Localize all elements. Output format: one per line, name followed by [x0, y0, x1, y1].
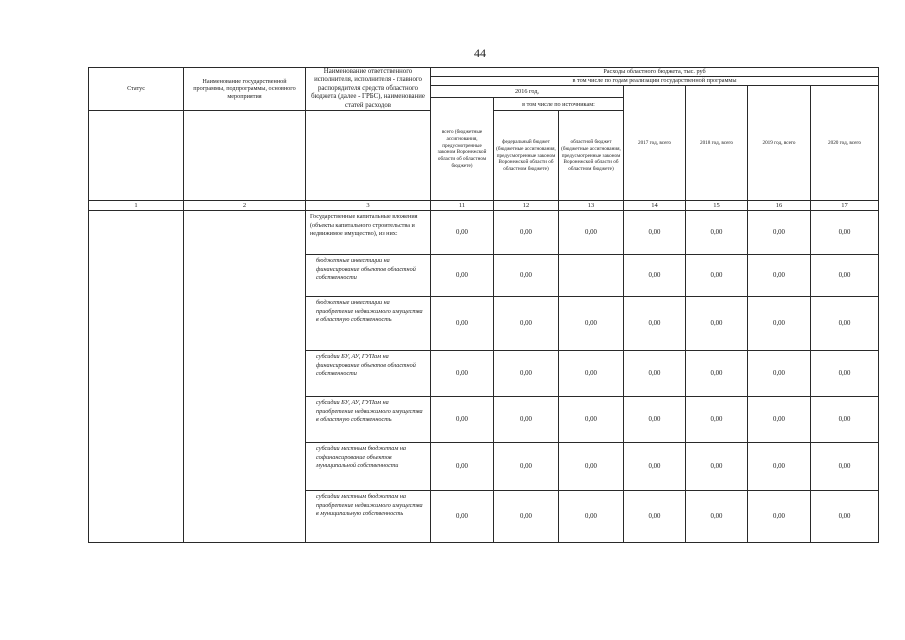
- value-cell: 0,00: [494, 351, 559, 397]
- budget-table: [88, 67, 879, 543]
- value-cell: 0,00: [624, 255, 686, 297]
- program-name-cell: [184, 211, 306, 543]
- value-cell: 0,00: [811, 351, 879, 397]
- value-cell: 0,00: [748, 211, 811, 255]
- value-cell: 0,00: [431, 297, 494, 351]
- value-cell: 0,00: [811, 443, 879, 491]
- value-cell: 0,00: [686, 351, 748, 397]
- row-label: субсидии местным бюджетам на приобретение недвижимого имущества в муниципальную собственность: [306, 491, 431, 543]
- value-cell: 0,00: [624, 397, 686, 443]
- header-total-2016: всего (бюджетные ассигнования, предусмотренные законом Воронежской области об областном бюджете): [431, 98, 494, 201]
- value-cell: 0,00: [431, 351, 494, 397]
- header-executor: Наименование ответственного исполнителя, исполнителя - главного распорядителя средств областного бюджета (далее - ГРБС), наименование статей расходов: [306, 68, 431, 111]
- header-regional: областной бюджет (бюджетные ассигнования, предусмотренные законом Воронежской области об областном бюджете): [559, 111, 624, 201]
- value-cell: 0,00: [748, 351, 811, 397]
- row-label: бюджетные инвестиции на приобретение недвижимого имущества в областную собственность: [306, 297, 431, 351]
- value-cell: 0,00: [431, 491, 494, 543]
- value-cell: 0,00: [624, 351, 686, 397]
- value-cell: 0,00: [624, 443, 686, 491]
- value-cell: 0,00: [494, 443, 559, 491]
- value-cell: 0,00: [748, 443, 811, 491]
- row-label: субсидии БУ, АУ, ГУПам на приобретение недвижимого имущества в областную собственность: [306, 397, 431, 443]
- header-federal: федеральный бюджет (бюджетные ассигнования, предусмотренные законом Воронежской области об областном бюджете): [494, 111, 559, 201]
- header-program-cont: [184, 111, 306, 201]
- header-status: Статус: [89, 68, 184, 111]
- value-cell: 0,00: [494, 255, 559, 297]
- value-cell: 0,00: [559, 211, 624, 255]
- value-cell: 0,00: [748, 255, 811, 297]
- colnum-16: 16: [748, 201, 811, 211]
- row-label: бюджетные инвестиции на финансирование объектов областной собственности: [306, 255, 431, 297]
- colnum-2: 2: [184, 201, 306, 211]
- value-cell: 0,00: [559, 443, 624, 491]
- header-2018: 2018 год, всего: [686, 85, 748, 201]
- colnum-14: 14: [624, 201, 686, 211]
- value-cell: 0,00: [624, 297, 686, 351]
- value-cell: 0,00: [686, 397, 748, 443]
- value-cell: 0,00: [559, 491, 624, 543]
- value-cell: 0,00: [431, 443, 494, 491]
- status-cell: [89, 211, 184, 543]
- value-cell: 0,00: [431, 211, 494, 255]
- value-cell: 0,00: [686, 443, 748, 491]
- header-2017: 2017 год, всего: [624, 85, 686, 201]
- value-cell: 0,00: [494, 211, 559, 255]
- row-label: субсидии местным бюджетам на софинансирование объектов муниципальной собственности: [306, 443, 431, 491]
- value-cell: 0,00: [811, 255, 879, 297]
- header-by-sources: в том числе по источникам:: [494, 98, 624, 111]
- value-cell: 0,00: [624, 211, 686, 255]
- value-cell: 0,00: [431, 397, 494, 443]
- value-cell: 0,00: [494, 397, 559, 443]
- value-cell: 0,00: [811, 491, 879, 543]
- value-cell: [559, 255, 624, 297]
- row-label: Государственные капитальные вложения (объекты капитального строительства и недвижимое имущество), из них:: [306, 211, 431, 255]
- colnum-1: 1: [89, 201, 184, 211]
- value-cell: 0,00: [748, 491, 811, 543]
- colnum-17: 17: [811, 201, 879, 211]
- header-expenses: Расходы областного бюджета, тыс. руб: [431, 68, 879, 77]
- colnum-11: 11: [431, 201, 494, 211]
- row-label: субсидии БУ, АУ, ГУПам на финансирование объектов областной собственности: [306, 351, 431, 397]
- value-cell: 0,00: [811, 397, 879, 443]
- value-cell: 0,00: [686, 297, 748, 351]
- value-cell: 0,00: [686, 255, 748, 297]
- header-year-2016: 2016 год,: [431, 85, 624, 98]
- table-row: [89, 211, 879, 255]
- colnum-15: 15: [686, 201, 748, 211]
- value-cell: 0,00: [431, 255, 494, 297]
- value-cell: 0,00: [811, 211, 879, 255]
- colnum-13: 13: [559, 201, 624, 211]
- header-2019: 2019 год, всего: [748, 85, 811, 201]
- value-cell: 0,00: [559, 397, 624, 443]
- header-2020: 2020 год, всего: [811, 85, 879, 201]
- header-status-cont: [89, 111, 184, 201]
- value-cell: 0,00: [559, 297, 624, 351]
- value-cell: 0,00: [624, 491, 686, 543]
- page-number: 44: [474, 46, 486, 60]
- value-cell: 0,00: [811, 297, 879, 351]
- header-executor-cont: [306, 111, 431, 201]
- value-cell: 0,00: [559, 351, 624, 397]
- header-program-name: Наименование государственной программы, подпрограммы, основного мероприятия: [184, 68, 306, 111]
- value-cell: 0,00: [494, 491, 559, 543]
- header-by-years: в том числе по годам реализации государственной программы: [431, 76, 879, 85]
- value-cell: 0,00: [748, 397, 811, 443]
- table-body: [89, 211, 879, 543]
- value-cell: 0,00: [748, 297, 811, 351]
- colnum-3: 3: [306, 201, 431, 211]
- value-cell: 0,00: [494, 297, 559, 351]
- value-cell: 0,00: [686, 211, 748, 255]
- colnum-12: 12: [494, 201, 559, 211]
- value-cell: 0,00: [686, 491, 748, 543]
